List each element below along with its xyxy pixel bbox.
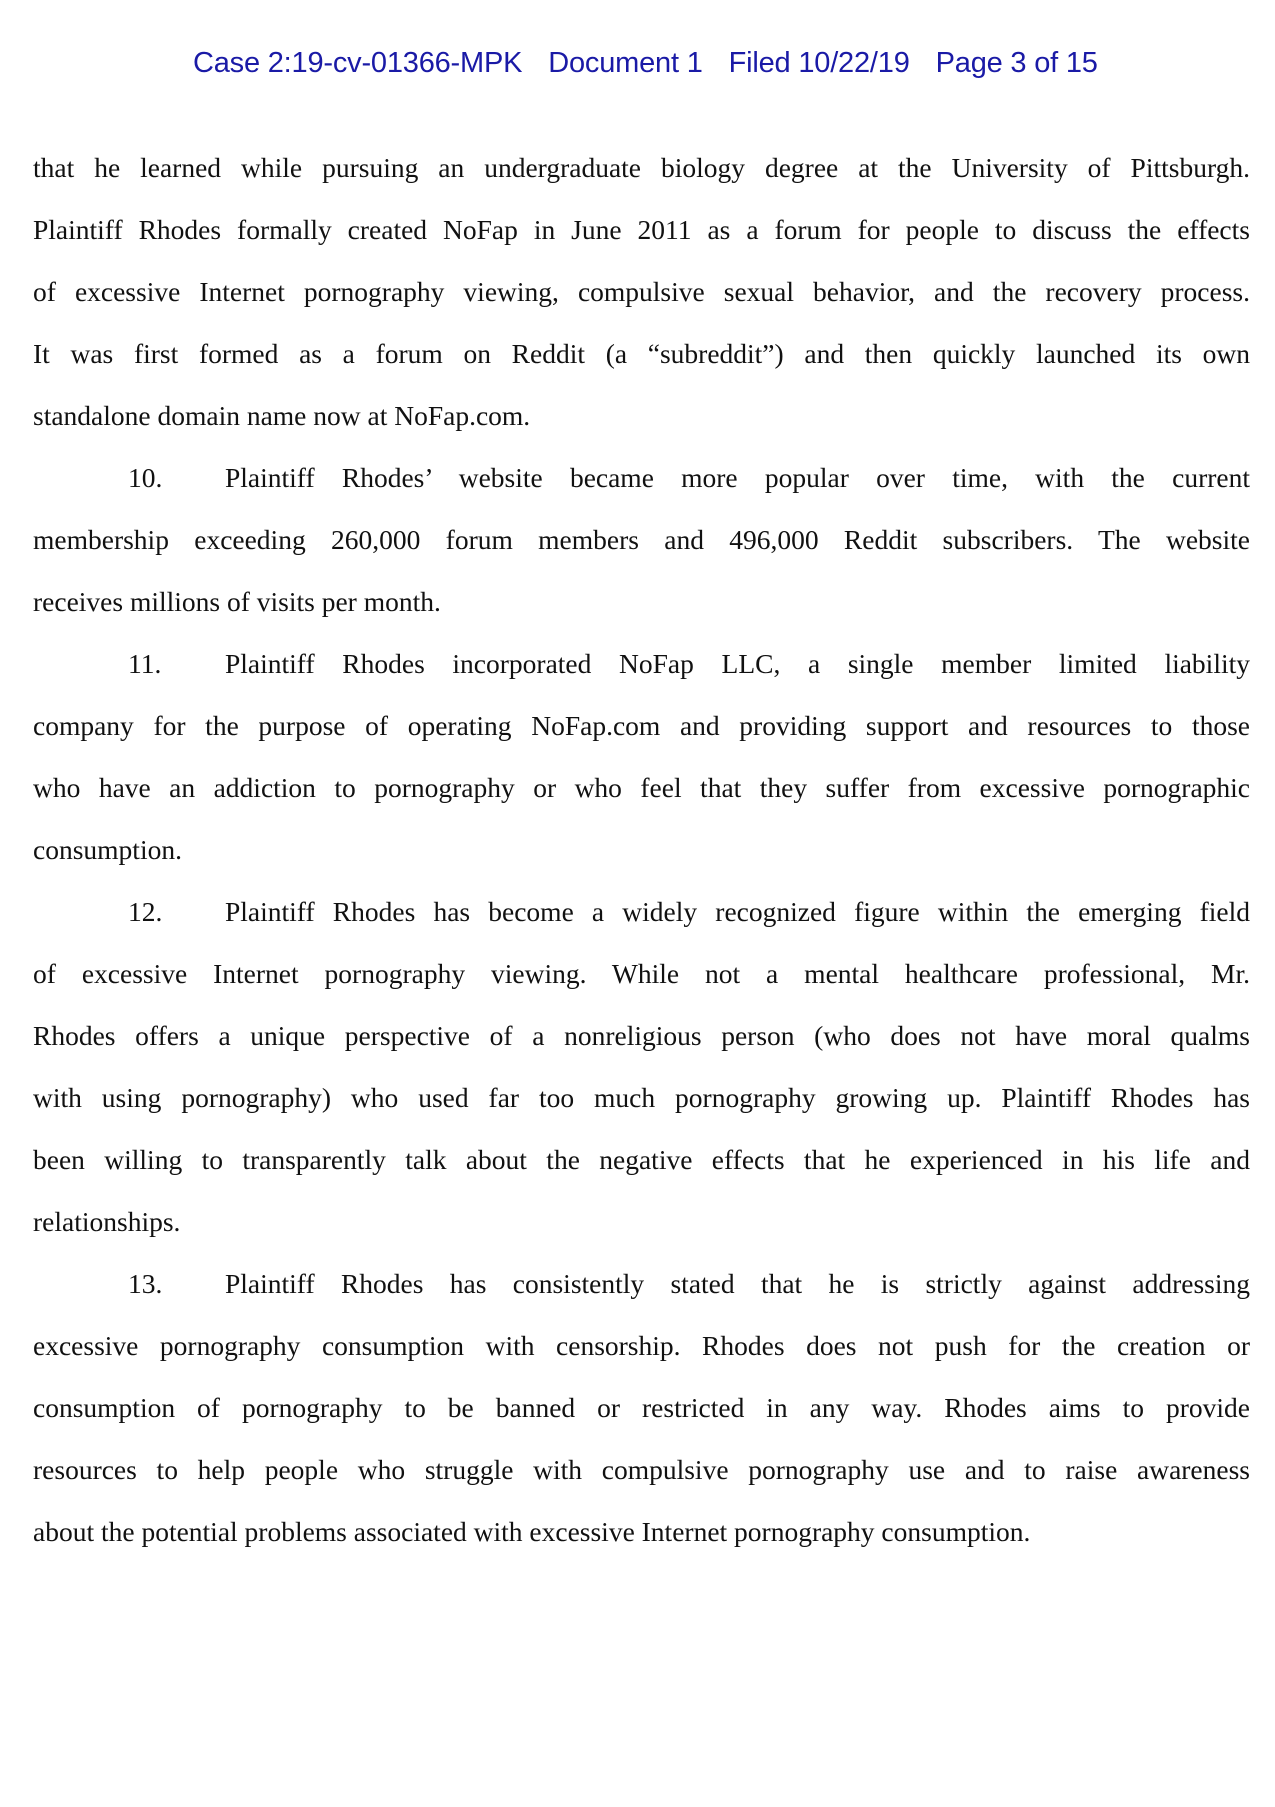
text-line: Plaintiff Rhodes formally created NoFap in June 2011 as a forum for people to discuss the effects — [33, 214, 1250, 245]
text-line: excessive pornography consumption with censorship. Rhodes does not push for the creation or — [33, 1330, 1250, 1361]
paragraph-first-line — [33, 1253, 1250, 1315]
paragraph-number: 13. — [128, 1268, 163, 1299]
text-line: consumption. — [33, 834, 182, 865]
text-line: Plaintiff Rhodes’ website became more popular over time, with the current — [225, 462, 1250, 493]
paragraph-first-line — [33, 633, 1250, 695]
text-line: resources to help people who struggle with compulsive pornography use and to raise awareness — [33, 1454, 1250, 1485]
paragraph-10 — [33, 462, 1250, 655]
ecf-filing-header — [0, 14, 1275, 80]
filed-date: Filed 10/22/19 — [728, 47, 910, 79]
paragraph-12 — [33, 896, 1250, 1275]
paragraph-continuation — [33, 152, 1250, 469]
document-body — [33, 152, 1250, 1585]
text-line: Plaintiff Rhodes has become a widely recognized figure within the emerging field — [225, 896, 1250, 927]
text-line: who have an addiction to pornography or who feel that they suffer from excessive pornographic — [33, 772, 1250, 803]
text-line: membership exceeding 260,000 forum members and 496,000 Reddit subscribers. The website — [33, 524, 1250, 555]
text-line: that he learned while pursuing an undergraduate biology degree at the University of Pittsburgh. — [33, 152, 1250, 183]
text-line: company for the purpose of operating NoFap.com and providing support and resources to those — [33, 710, 1250, 741]
text-line: Plaintiff Rhodes incorporated NoFap LLC, a single member limited liability — [225, 648, 1250, 679]
text-line: consumption of pornography to be banned or restricted in any way. Rhodes aims to provide — [33, 1392, 1250, 1423]
text-line: of excessive Internet pornography viewing, compulsive sexual behavior, and the recovery process. — [33, 276, 1250, 307]
paragraph-first-line — [33, 447, 1250, 509]
text-line: Rhodes offers a unique perspective of a nonreligious person (who does not have moral qualms — [33, 1020, 1250, 1051]
paragraph-13 — [33, 1268, 1250, 1585]
text-line: relationships. — [33, 1206, 181, 1237]
page-indicator: Page 3 of 15 — [935, 47, 1098, 79]
document-number: Document 1 — [548, 47, 703, 79]
text-line: receives millions of visits per month. — [33, 586, 441, 617]
paragraph-number: 10. — [128, 462, 163, 493]
text-line: Plaintiff Rhodes has consistently stated that he is strictly against addressing — [225, 1268, 1250, 1299]
text-line: with using pornography) who used far too much pornography growing up. Plaintiff Rhodes has — [33, 1082, 1250, 1113]
paragraph-first-line — [33, 881, 1250, 943]
text-line: been willing to transparently talk about the negative effects that he experienced in his life and — [33, 1144, 1250, 1175]
text-line: It was first formed as a forum on Reddit (a “subreddit”) and then quickly launched its own — [33, 338, 1250, 369]
text-line: standalone domain name now at NoFap.com. — [33, 400, 531, 431]
paragraph-11 — [33, 648, 1250, 903]
text-line: of excessive Internet pornography viewing. While not a mental healthcare professional, Mr. — [33, 958, 1250, 989]
paragraph-number: 11. — [128, 648, 162, 679]
case-number: Case 2:19-cv-01366-MPK — [193, 47, 523, 79]
paragraph-number: 12. — [128, 896, 163, 927]
text-line: about the potential problems associated with excessive Internet pornography consumption. — [33, 1516, 1031, 1547]
